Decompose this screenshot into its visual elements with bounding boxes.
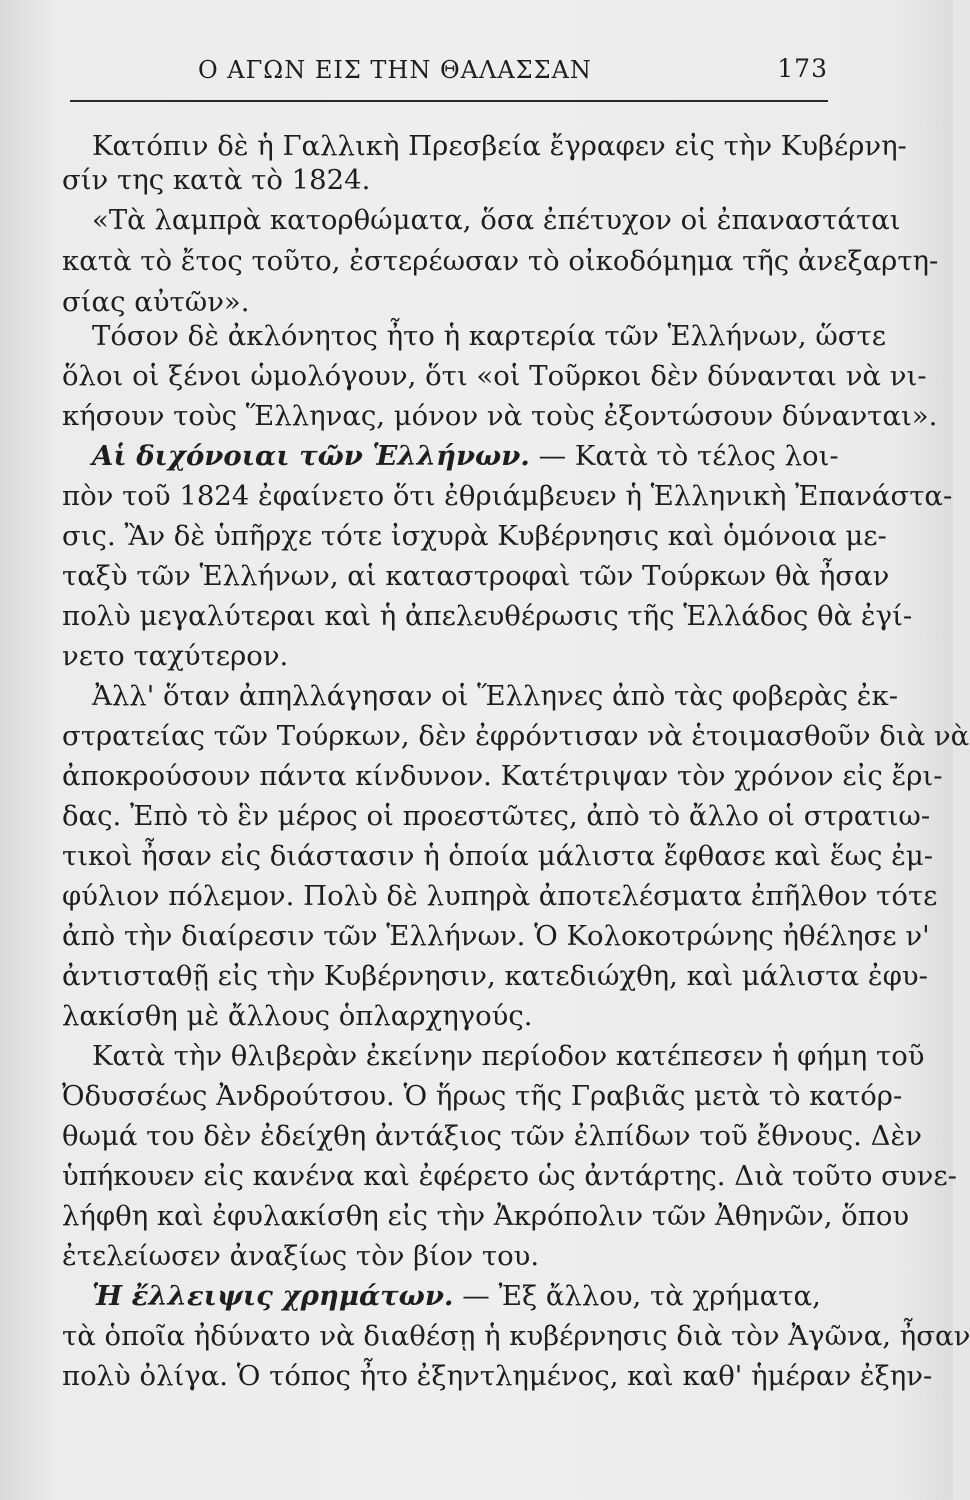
text-line: σις. Ἂν δὲ ὑπῆρχε τότε ἰσχυρὰ Κυβέρνησις καὶ ὁμόνοια με- [62,520,887,552]
text-line: Τόσον δὲ ἀκλόνητος ἦτο ἡ καρτερία τῶν Ἑλλήνων, ὥστε [92,320,887,352]
text-line: νετο ταχύτερον. [62,640,289,672]
text-line: ὑπήκουεν εἰς κανένα καὶ ἐφέρετο ὡς ἀντάρτης. Διὰ τοῦτο συνε- [62,1160,957,1192]
text-line: Ἀλλ' ὅταν ἀπηλλάγησαν οἱ Ἕλληνες ἀπὸ τὰς φοβερὰς ἐκ- [92,680,898,712]
text-line: Ὀδυσσέως Ἀνδρούτσου. Ὁ ἥρως τῆς Γραβιᾶς μετὰ τὸ κατόρ- [62,1080,903,1112]
text-line: στρατείας τῶν Τούρκων, δὲν ἐφρόντισαν νὰ ἑτοιμασθοῦν διὰ νὰ [62,720,970,752]
text-line: ταξὺ τῶν Ἑλλήνων, αἱ καταστροφαὶ τῶν Τούρκων θὰ ἦσαν [62,560,890,592]
text-line: τικοὶ ἦσαν εἰς διάστασιν ἡ ὁποία μάλιστα ἔφθασε καὶ ἕως ἐμ- [62,840,934,872]
running-title: Ο ΑΓΩΝ ΕΙΣ ΤΗΝ ΘΑΛΑΣΣΑΝ [198,56,592,84]
text-line: θωμά του δὲν ἐδείχθη ἀντάξιος τῶν ἐλπίδων τοῦ ἔθνους. Δὲν [62,1120,922,1152]
text-line: τὰ ὁποῖα ἠδύνατο νὰ διαθέσῃ ἡ κυβέρνησις διὰ τὸν Ἀγῶνα, ἦσαν [62,1320,970,1352]
text-line: δας. Ἐπὸ τὸ ἓν μέρος οἱ προεστῶτες, ἀπὸ τὸ ἄλλο οἱ στρατιω- [62,800,931,832]
text-line: σίας αὐτῶν». [62,286,250,318]
text-line: λήφθη καὶ ἐφυλακίσθη εἰς τὴν Ἀκρόπολιν τῶν Ἀθηνῶν, ὅπου [62,1200,910,1232]
text-line: φύλιον πόλεμον. Πολὺ δὲ λυπηρὰ ἀποτελέσματα ἐπῆλθον τότε [62,880,938,912]
text-line: λακίσθη μὲ ἄλλους ὁπλαρχηγούς. [62,1000,533,1032]
page-number: 173 [777,54,828,83]
heading-line [92,1276,882,1316]
text-line: Κατόπιν δὲ ἡ Γαλλικὴ Πρεσβεία ἔγραφεν εἰς τὴν Κυβέρνη- [92,130,907,162]
header-rule [70,100,828,102]
text-line: πολὺ μεγαλύτεραι καὶ ἡ ἀπελευθέρωσις τῆς Ἑλλάδος θὰ ἐγί- [62,600,913,632]
text-line: «Τὰ λαμπρὰ κατορθώματα, ὅσα ἐπέτυχον οἱ ἐπαναστάται [92,204,901,236]
text-line: κήσουν τοὺς Ἕλληνας, μόνον νὰ τοὺς ἐξοντώσουν δύνανται». [62,400,938,432]
text-line-rest: — Ἐξ ἄλλου, τὰ χρήματα, [462,1280,821,1312]
heading-line [92,436,882,476]
text-line: σίν της κατὰ τὸ 1824. [62,164,371,196]
text-line: πολὺ ὀλίγα. Ὁ τόπος ἦτο ἐξηντλημένος, καὶ καθ' ἡμέραν ἐξην- [62,1360,933,1392]
section-heading-money: Ἡ ἔλλειψις χρημάτων. [92,1280,454,1312]
text-line: κατὰ τὸ ἔτος τοῦτο, ἐστερέωσαν τὸ οἰκοδόμημα τῆς ἀνεξαρτη- [62,245,939,277]
text-line-rest: — Κατὰ τὸ τέλος λοι- [538,440,839,472]
text-line: ἐτελείωσεν ἀναξίως τὸν βίον του. [62,1240,540,1272]
text-line: ἀπὸ τὴν διαίρεσιν τῶν Ἑλλήνων. Ὁ Κολοκοτρώνης ἠθέλησε ν' [62,920,930,952]
text-line: ἀντισταθῇ εἰς τὴν Κυβέρνησιν, κατεδιώχθη, καὶ μάλιστα ἐφυ- [62,960,928,992]
running-header [68,52,828,92]
text-line: ἀποκρούσουν πάντα κίνδυνον. Κατέτριψαν τὸν χρόνον εἰς ἔρι- [62,760,943,792]
text-line: Κατὰ τὴν θλιβερὰν ἐκείνην περίοδον κατέπεσεν ἡ φήμη τοῦ [92,1040,925,1072]
section-heading-discord: Αἱ διχόνοιαι τῶν Ἑλλήνων. [92,440,530,472]
text-line: ὅλοι οἱ ξένοι ὡμολόγουν, ὅτι «οἱ Τοῦρκοι δὲν δύνανται νὰ νι- [62,360,927,392]
text-line: πὸν τοῦ 1824 ἐφαίνετο ὅτι ἐθριάμβευεν ἡ Ἑλληνικὴ Ἐπανάστα- [62,480,953,512]
